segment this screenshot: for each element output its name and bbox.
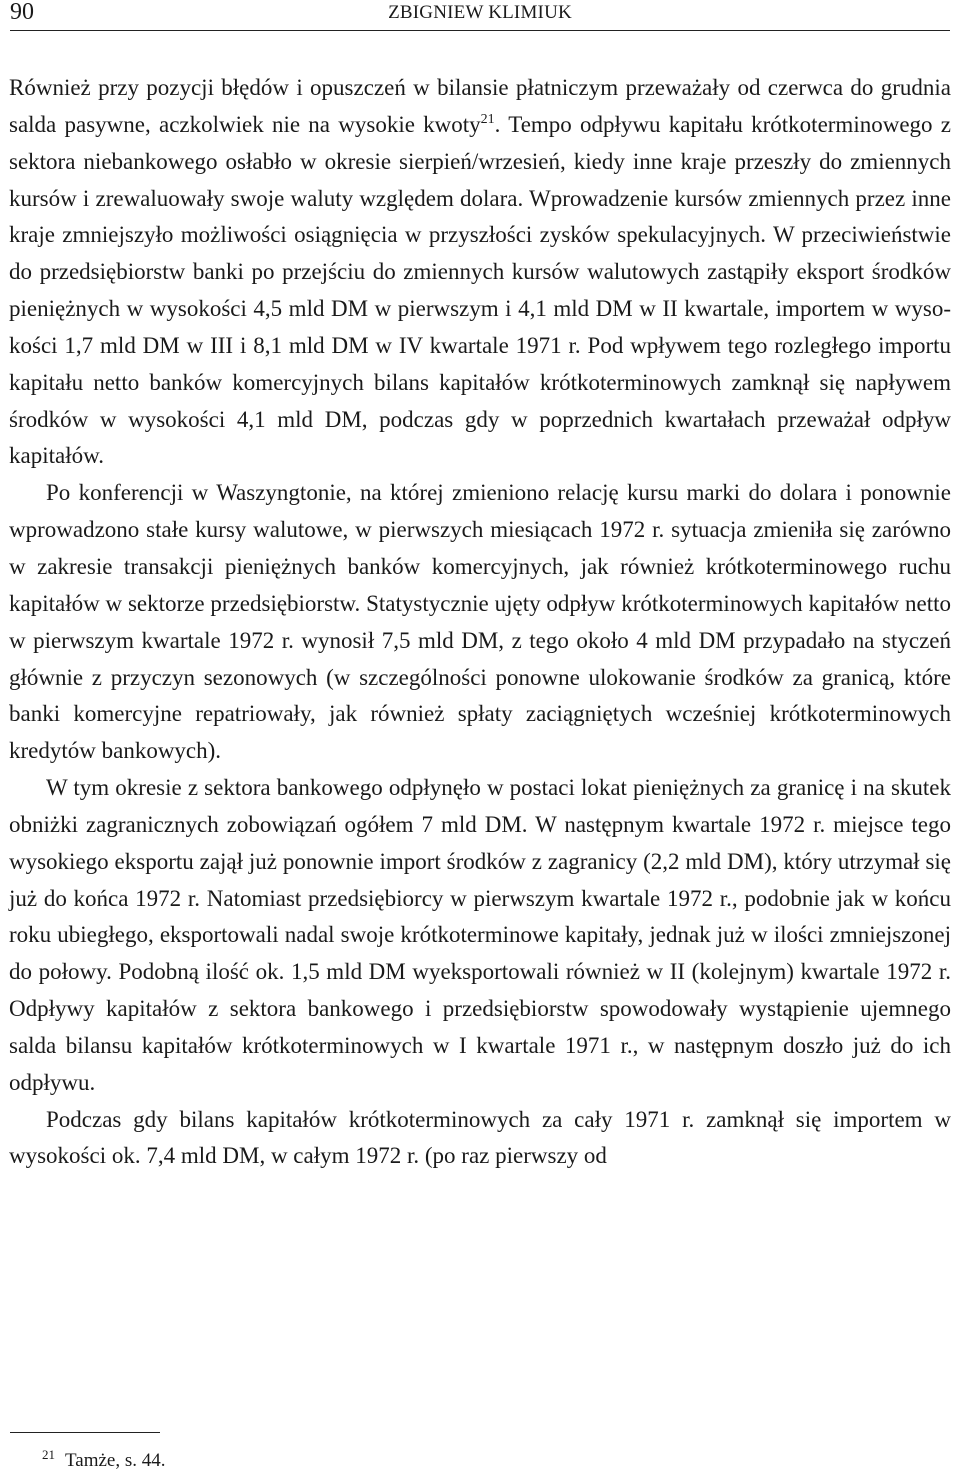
footnote-reference: 21 [480, 111, 495, 127]
page-header [10, 0, 950, 31]
footnote-number: 21 [42, 1447, 55, 1462]
paragraph-1-text-before-ref: Również przy pozycji błędów i opuszczeń w bilansie płatniczym przeważały od czerwca do grudnia salda pasywne, aczkolwiek nie na wysokie kwoty [9, 75, 951, 137]
paragraph-3: W tym okresie z sektora bankowego odpłynęło w postaci lokat pieniężnych za granicę i na skutek obniżki zagranicznych zobowiązań ogółem 7 mld DM. W następnym kwartale 1972 r. miejsce tego wysokiego eksportu zajął już ponownie import środków z zagranicy (2,2 mld DM), który utrzymał się już do końca 1972 r. Natomiast przedsiębiorcy w pierwszym kwartale 1972 r., podobnie jak w końcu roku ubiegłego, eksportowali nadal swoje krótkoterminowe kapitały, jednak już w ilości zmniejszonej do połowy. Podobną ilość ok. 1,5 mld DM wyeksportowali również w II (kolejnym) kwartale 1972 r. Odpływy kapitałów z sektora bankowego i przedsiębiorstw spowodowały wystąpienie ujemnego salda bilansu kapitałów krótkoterminowych w I kwartale 1971 r., w następnym doszło już do ich odpływu. [9, 775, 951, 1095]
page-number: 90 [10, 0, 34, 25]
footnote-text: Tamże, s. 44. [65, 1450, 166, 1471]
paragraph-4: Podczas gdy bilans kapitałów krótkoterminowych za cały 1971 r. zamknął się importem w wysokości ok. 7,4 mld DM, w całym 1972 r. (po raz pierwszy od [9, 1106, 951, 1169]
footnote-separator [10, 1432, 160, 1433]
body-text [9, 70, 951, 1175]
paragraph-1-text-after-ref: . Tempo odpływu kapitału krótkoterminowego z sektora niebankowego osłabło w okresie sierpień/wrzesień, kiedy inne kraje przeszły do zmiennych kursów i zrewaluowały swoje waluty względem dolara. Wprowadzenie kursów zmiennych przez inne kraje zmniejszyło możliwości osiągnięcia w przyszłości zysków spekulacyjnych. W przeciwieństwie do przedsiębiorstw banki po przejściu do zmiennych kursów walutowych zastąpiły eksport środków pieniężnych w wysokości 4,5 mld DM w pierwszym i 4,1 mld DM w II kwartale, importem w wysokości 1,7 mld DM w III i 8,1 mld DM w IV kwartale 1971 r. Pod wpływem tego rozległego importu kapitału netto banków komercyjnych bilans kapitałów krótkoterminowych zamknął się napływem środków w wysokości 4,1 mld DM, podczas gdy w poprzednich kwartałach przeważał odpływ kapitałów. [9, 111, 951, 469]
paragraph-2: Po konferencji w Waszyngtonie, na której zmieniono relację kursu marki do dolara i ponownie wprowadzono stałe kursy walutowe, w pierwszych miesiącach 1972 r. sytuacja zmieniła się zarówno w zakresie transakcji pieniężnych banków komercyjnych, jak również krótkoterminowego ruchu kapitałów w sektorze przedsiębiorstw. Statystycznie ujęty odpływ krótkoterminowych kapitałów netto w pierwszym kwartale 1972 r. wynosił 7,5 mld DM, z tego około 4 mld DM przypadało na styczeń głównie z przyczyn sezonowych (w szczególności ponowne ulokowanie środków za granicą, które banki komercyjne repatriowały, jak również spłaty zaciągniętych wcześniej krótkoterminowych kredytów bankowych). [9, 480, 951, 764]
footnote [42, 1447, 166, 1472]
paragraph-1 [9, 70, 951, 475]
running-head: ZBIGNIEW KLIMIUK [388, 2, 572, 23]
